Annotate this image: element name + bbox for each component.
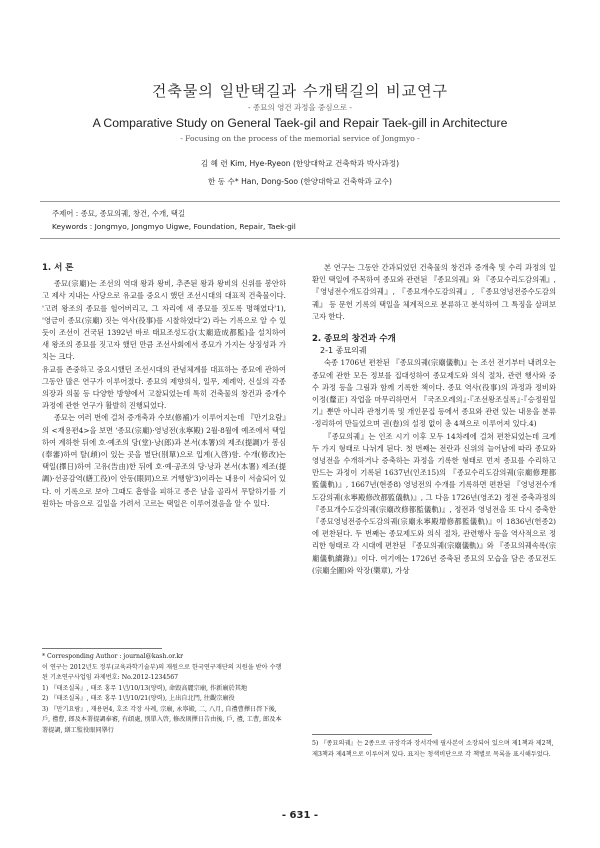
section-heading-introduction: 1. 서 론: [42, 263, 74, 273]
author-2: 한 동 수* Han, Dong-Soo (한양대학교 건축학과 교수): [208, 177, 392, 186]
left-footnotes: [42, 652, 286, 736]
divider-top: [40, 201, 560, 202]
paragraph: 유교를 존중하고 중요시했던 조선시대의 관념체계를 대표하는 종묘에 관하여 그동안 많은 연구가 이루어졌다. 종묘의 제향의식, 일무, 제례악, 신실의 각종 의장과 의물 등 다양한 방향에서 고찰되었는데 특히 건축물의 창건과 증개수 과정에 관한 연구가 활발히 진행되었다.: [42, 364, 286, 411]
divider-bottom: [40, 238, 560, 239]
footnote-corresponding-author: * Corresponding Author : journal@kash.or.kr: [42, 653, 184, 660]
footnote: 5) 『종묘의궤』는 2종으로 규장각과 장서각에 필사본이 소장되어 있으며 제1책과 제2책, 제3책과 제4책으로 이루어져 있다. 표지는 청색비단으로 각 책별로 목록을 표시해두었다.: [312, 740, 554, 758]
right-footnotes: [312, 739, 556, 760]
paragraph: 종묘(宗廟)는 조선의 역대 왕과 왕비, 추존된 왕과 왕비의 신위를 봉안하고 제사 지내는 사당으로 유교를 중요시 했던 조선시대의 대표적 건축물이다. '고려 왕조의 종묘를 헐어버리고, 그 자리에 새 종묘를 짓도록 명해였다'1), '영금이 종묘(宗廟) 짓는 역사(役事)를 시찰하였다'2) 라는 기록으로 알 수 있듯이 조선이 건국된 1392년 바로 태묘조성도감(太廟造成都監)을 설치하여 새 왕조의 종묘를 짓고자 했던 만큼 조선사회에서 종묘가 가지는 상징성과 가치는 크다.: [42, 279, 286, 362]
paragraph: 숙종 1706년 편찬된 『종묘의궤(宗廟儀軌)』는 조선 전기부터 내려오는 종묘에 관한 모든 정보를 집대성하여 종묘제도와 의식 절차, 관련 행사와 중수 과정 등을 그림과 함께 기록한 책이다. 종묘 역사(役事)의 과정과 정비와 이정(釐正) 작업을 마무리하면서 『국조오례의』·『조선왕조실록』·『승정원일기』뿐만 아니라 관청기록 및 개인문집 등에서 종묘와 관련 있는 내용을 분류·정리하여 만들었으며 권(卷)의 설정 없이 총 4책으로 이루어져 있다.4): [312, 358, 556, 429]
footnote: 3) 『만기요람』, 재용편4, 호조 각장 사례, 宗廟, 永寧殿, 二, 八月, 自禮曹擇日啓下後, 戶, 禮曹, 郎及本署提調奉審, 有頉處, 別單入啓, 修改則擇日告由後, 戶, 禮, 工曹, 郎及本署提調, 繕工監役眼同擧行: [42, 705, 282, 734]
paragraph: 종묘는 여러 번에 걸쳐 증개축과 수보(修補)가 이루어지는데 『만기요람』의 <재용편4>을 보면 '종묘(宗廟)·영녕전(永寧殿) 2월·8월에 예조에서 택일하여 계하한 뒤에 호·예조의 당(堂)·낭(郎)과 본서(本署)의 제조(提調)가 봉심(奉審)하여 탈(頉)이 있는 곳을 별단(別單)으로 입계(入啓)함. 수개(修改)는 택일(擇日)하여 고유(告由)한 뒤에 호·예·공조의 당·낭과 본서(本署) 제조(提調)·선공감역(繕工役)이 안동(眼同)으로 거행함'3)이라는 내용이 서술되어 있다. 이 기록으로 보아 그때도 흠함을 피하고 종은 날을 골라서 무탈하기를 기원하는 마음으로 길일을 가려서 고르는 택일은 이루어졌음을 알 수 있다.: [42, 413, 286, 508]
paper-subtitle-english: - Focusing on the process of the memorial service of Jongmyo -: [180, 134, 420, 143]
paper-title-english: A Comparative Study on General Taek-gil and Repair Taek-gill in Architecture: [92, 116, 508, 130]
paragraph: 『종묘의궤』는 인조 시기 이후 모두 14차례에 걸쳐 편찬되었는데 크게 두 가지 형태로 나뉘게 된다. 첫 번째는 전란과 신위의 늘어남에 따라 종묘와 영녕전을 수개하거나 증축하는 과정을 기록한 형태로 먼저 종묘를 수리하고 만드는 과정이 기록된 1637년(인조15)의 『종묘수리도감의궤(宗廟修理都監儀軌)』, 1667년(현종8) 영녕전의 수개를 기록하면 편찬된 『영녕전수개도감의궤(永寧殿修改都監儀軌)』, 그 다음 1726년(영조2) 정전 증축과정의 『종묘개수도감의궤(宗廟改修都監儀軌)』, 정전과 영녕전을 또 다시 증축한 『종묘영녕전증수도감의궤(宗廟永寧殿增修都監儀軌)』이 1836년(헌종2)에 편찬된다. 두 번째는 종묘제도와 의식 절차, 관련행사 등을 역사적으로 정리한 형태로 각 시대에 편찬된 『종묘의궤(宗廟儀軌)』와 『종묘의궤속록(宗廟儀軌續錄)』이다. 여기에는 1726년 증축된 종묘의 모습을 담은 종묘전도(宗廟全圖)와 악장(樂章), 가상: [312, 431, 556, 575]
paper-subtitle-korean: - 종묘의 영건 과정을 중심으로 -: [248, 103, 352, 112]
keywords-korean: 주제어 : 종묘, 종묘의궤, 창건, 수개, 택길: [52, 209, 186, 218]
paragraph: 본 연구는 그동안 간과되었던 건축물의 창건과 증개축 및 수리 과정의 일환인 택일에 주목하여 종묘와 관련된 『종묘의궤』와 『종묘수리도감의궤』, 『영녕전수개도감의궤』, 『종묘개수도감의궤』, 『종묘영녕전증수도감의궤』 등 문헌 기록의 택일을 체계적으로 분류하고 분석하여 그 특징을 살펴보고자 한다.: [312, 263, 556, 321]
left-column: [42, 262, 286, 510]
author-1: 김 혜 련 Kim, Hye-Ryeon (한양대학교 건축학과 박사과정): [200, 159, 400, 168]
section-heading-2: 2. 종묘의 창건과 수개: [312, 334, 396, 345]
footnote: 1) 『태조실록』, 태조 홍무 1년/10/13(양력), 命毁高麗宗廟, 作新廟於其地: [42, 684, 248, 692]
footnote-rule-right: [312, 734, 432, 735]
page-number: - 631 -: [281, 810, 319, 821]
subsection-heading-2-1: 2-1 종묘의궤: [320, 346, 367, 356]
keywords-english: Keywords : Jongmyo, Jongmyo Uigwe, Foundation, Repair, Taek-gil: [52, 222, 296, 231]
paper-title-korean: 건축물의 일반택길과 수개택길의 비교연구: [151, 82, 449, 100]
footnote-rule: [42, 648, 162, 649]
footnote-funding: 이 연구는 2012년도 정부(교육과학기술부)의 재원으로 한국연구재단의 지원을 받아 수행된 기초연구사업임 과제번호: No.2012-1234567: [42, 663, 282, 681]
footnote: 2) 『태조실록』, 태조 홍무 1년/10/21(양력), 上出自北門, 往觀宗廟役: [42, 695, 235, 702]
right-column: [312, 262, 556, 577]
